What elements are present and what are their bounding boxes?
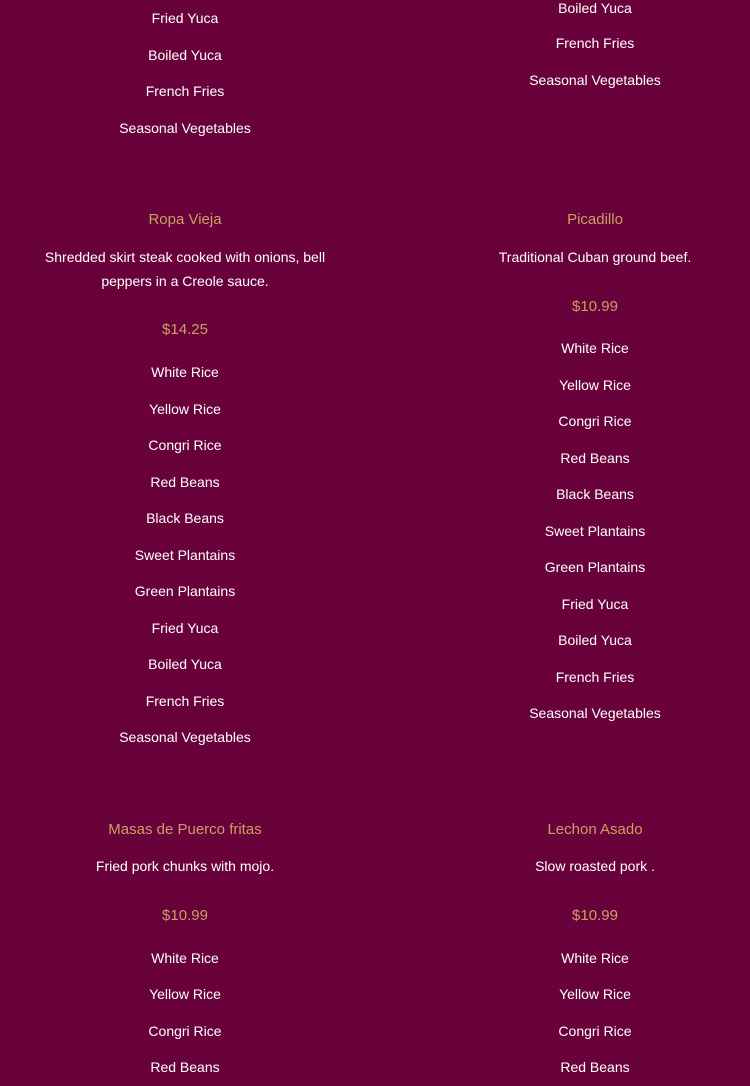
side-option: Yellow Rice <box>559 986 631 1002</box>
side-option: Fried Yuca <box>561 596 629 612</box>
item-price: $10.99 <box>572 298 618 315</box>
side-option: Congri Rice <box>558 1023 632 1039</box>
side-option: Yellow Rice <box>149 401 221 417</box>
side-option: Black Beans <box>556 486 634 502</box>
item-title: Lechon Asado <box>547 821 643 838</box>
side-option: Fried Yuca <box>151 10 219 26</box>
side-option: French Fries <box>555 669 635 685</box>
side-option: White Rice <box>561 950 629 966</box>
side-option: Congri Rice <box>148 437 222 453</box>
item-title: Picadillo <box>567 211 623 228</box>
side-option: Seasonal Vegetables <box>529 72 661 88</box>
side-option: Congri Rice <box>148 1023 222 1039</box>
side-option: Seasonal Vegetables <box>529 705 661 721</box>
side-option: Red Beans <box>150 474 220 490</box>
side-option: Sweet Plantains <box>134 547 236 563</box>
side-option: Seasonal Vegetables <box>119 729 251 745</box>
item-price: $10.99 <box>572 907 618 924</box>
top-right-side-list <box>440 0 750 100</box>
side-option: Congri Rice <box>558 413 632 429</box>
top-left-side-list <box>0 0 370 150</box>
side-option: French Fries <box>555 35 635 51</box>
side-option: Seasonal Vegetables <box>119 120 251 136</box>
item-price: $14.25 <box>162 321 208 338</box>
item-price: $10.99 <box>162 907 208 924</box>
side-option: French Fries <box>145 83 225 99</box>
side-option: Boiled Yuca <box>148 656 222 672</box>
side-option: White Rice <box>151 364 219 380</box>
item-description: Slow roasted pork . <box>535 858 655 874</box>
item-title: Ropa Vieja <box>148 211 222 228</box>
menu-item-lechon-asado <box>440 810 750 1086</box>
side-option: Sweet Plantains <box>544 523 646 539</box>
menu-item-ropa-vieja <box>0 200 370 760</box>
side-option: Boiled Yuca <box>148 47 222 63</box>
side-option: Black Beans <box>146 510 224 526</box>
item-description: Traditional Cuban ground beef. <box>498 249 692 265</box>
side-option: Boiled Yuca <box>558 0 632 16</box>
side-option: Red Beans <box>560 1059 630 1075</box>
side-option: Red Beans <box>560 450 630 466</box>
side-option: White Rice <box>151 950 219 966</box>
item-title: Masas de Puerco fritas <box>108 821 262 838</box>
menu-item-picadillo <box>440 200 750 740</box>
item-description: Shredded skirt steak cooked with onions, bell peppers in a Creole sauce. <box>44 249 326 289</box>
side-option: Fried Yuca <box>151 620 219 636</box>
side-option: Yellow Rice <box>559 377 631 393</box>
side-option: Green Plantains <box>134 583 236 599</box>
side-option: White Rice <box>561 340 629 356</box>
side-option: Red Beans <box>150 1059 220 1075</box>
side-option: Yellow Rice <box>149 986 221 1002</box>
menu-item-masas-de-puerco <box>0 810 370 1086</box>
side-option: Boiled Yuca <box>558 632 632 648</box>
side-option: Green Plantains <box>544 559 646 575</box>
side-option: French Fries <box>145 693 225 709</box>
item-description: Fried pork chunks with mojo. <box>95 858 275 874</box>
